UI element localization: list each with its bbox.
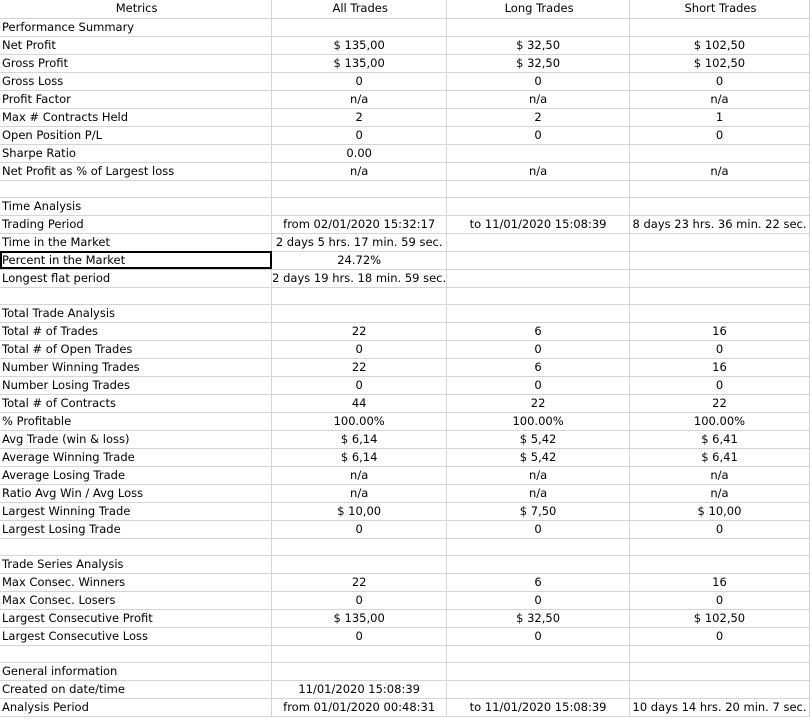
all-trades-cell[interactable]: 22	[272, 322, 447, 340]
short-trades-cell[interactable]	[630, 555, 810, 573]
table-row	[0, 90, 810, 108]
long-trades-cell[interactable]: 0	[447, 591, 630, 609]
all-trades-cell[interactable]: 0	[272, 591, 447, 609]
metric-label-cell[interactable]: Max Consec. Losers	[0, 591, 272, 609]
long-trades-cell[interactable]: 6	[447, 358, 630, 376]
metric-label-cell[interactable]: Net Profit as % of Largest loss	[0, 162, 272, 180]
short-trades-cell[interactable]: 16	[630, 358, 810, 376]
long-trades-cell[interactable]: $ 5,42	[447, 430, 630, 448]
all-trades-cell[interactable]	[272, 538, 447, 555]
long-trades-cell[interactable]: 2	[447, 108, 630, 126]
all-trades-cell[interactable]: $ 6,14	[272, 448, 447, 466]
long-trades-cell[interactable]	[447, 18, 630, 36]
short-trades-cell[interactable]: 10 days 14 hrs. 20 min. 7 sec.	[630, 698, 810, 716]
table-row	[0, 538, 810, 555]
short-trades-cell[interactable]: n/a	[630, 90, 810, 108]
metric-label-cell[interactable]: Largest Consecutive Loss	[0, 627, 272, 645]
long-trades-cell[interactable]	[447, 555, 630, 573]
all-trades-cell[interactable]: 2	[272, 108, 447, 126]
metric-label-cell[interactable]: Trade Series Analysis	[0, 555, 272, 573]
table-row	[0, 448, 810, 466]
metric-label-cell[interactable]: Total # of Trades	[0, 322, 272, 340]
table-row	[0, 376, 810, 394]
short-trades-cell[interactable]	[630, 645, 810, 662]
table-row	[0, 573, 810, 591]
metric-label-cell[interactable]: Number Losing Trades	[0, 376, 272, 394]
table-row	[0, 72, 810, 90]
all-trades-cell[interactable]: 2 days 5 hrs. 17 min. 59 sec.	[272, 233, 447, 251]
short-trades-cell[interactable]	[630, 180, 810, 197]
table-row	[0, 108, 810, 126]
table-row	[0, 144, 810, 162]
table-row	[0, 358, 810, 376]
metric-label-cell[interactable]: Largest Winning Trade	[0, 502, 272, 520]
all-trades-cell[interactable]: 0	[272, 627, 447, 645]
table-row	[0, 698, 810, 716]
short-trades-cell[interactable]: 16	[630, 322, 810, 340]
long-trades-cell[interactable]	[447, 144, 630, 162]
metric-label-cell[interactable]	[0, 180, 272, 197]
all-trades-cell[interactable]	[272, 555, 447, 573]
table-row	[0, 555, 810, 573]
metric-label-cell[interactable]: Largest Consecutive Profit	[0, 609, 272, 627]
header-short-trades[interactable]: Short Trades	[630, 0, 810, 18]
all-trades-cell[interactable]	[272, 645, 447, 662]
short-trades-cell[interactable]: n/a	[630, 162, 810, 180]
long-trades-cell[interactable]: $ 7,50	[447, 502, 630, 520]
table-row	[0, 484, 810, 502]
long-trades-cell[interactable]: $ 32,50	[447, 54, 630, 72]
all-trades-cell[interactable]	[272, 180, 447, 197]
all-trades-cell[interactable]: $ 6,14	[272, 430, 447, 448]
long-trades-cell[interactable]: n/a	[447, 484, 630, 502]
table-row	[0, 520, 810, 538]
long-trades-cell[interactable]: to 11/01/2020 15:08:39	[447, 698, 630, 716]
short-trades-cell[interactable]: n/a	[630, 466, 810, 484]
short-trades-cell[interactable]	[630, 680, 810, 698]
table-row	[0, 304, 810, 322]
table-row	[0, 430, 810, 448]
long-trades-cell[interactable]: $ 32,50	[447, 36, 630, 54]
short-trades-cell[interactable]: $ 10,00	[630, 502, 810, 520]
all-trades-cell[interactable]: 0	[272, 340, 447, 358]
all-trades-cell[interactable]: from 01/01/2020 00:48:31	[272, 698, 447, 716]
long-trades-cell[interactable]	[447, 538, 630, 555]
long-trades-cell[interactable]	[447, 233, 630, 251]
long-trades-cell[interactable]: n/a	[447, 162, 630, 180]
all-trades-cell[interactable]	[272, 304, 447, 322]
short-trades-cell[interactable]: 8 days 23 hrs. 36 min. 22 sec.	[630, 215, 810, 233]
header-all-trades[interactable]: All Trades	[272, 0, 447, 18]
metric-label-cell[interactable]: Ratio Avg Win / Avg Loss	[0, 484, 272, 502]
long-trades-cell[interactable]	[447, 251, 630, 269]
short-trades-cell[interactable]: 0	[630, 627, 810, 645]
metric-label-cell[interactable]: Total # of Contracts	[0, 394, 272, 412]
table-row	[0, 233, 810, 251]
metric-label-cell[interactable]: Performance Summary	[0, 18, 272, 36]
all-trades-cell[interactable]: $ 135,00	[272, 609, 447, 627]
table-row	[0, 680, 810, 698]
short-trades-cell[interactable]: $ 6,41	[630, 430, 810, 448]
header-long-trades[interactable]: Long Trades	[447, 0, 630, 18]
all-trades-cell[interactable]: 11/01/2020 15:08:39	[272, 680, 447, 698]
long-trades-cell[interactable]: 6	[447, 322, 630, 340]
long-trades-cell[interactable]: 0	[447, 520, 630, 538]
long-trades-cell[interactable]: 0	[447, 72, 630, 90]
long-trades-cell[interactable]: n/a	[447, 466, 630, 484]
short-trades-cell[interactable]: 100.00%	[630, 412, 810, 430]
long-trades-cell[interactable]: 0	[447, 376, 630, 394]
all-trades-cell[interactable]	[272, 662, 447, 680]
metric-label-cell[interactable]: Percent in the Market	[0, 251, 272, 269]
long-trades-cell[interactable]: 0	[447, 627, 630, 645]
short-trades-cell[interactable]: 0	[630, 520, 810, 538]
long-trades-cell[interactable]	[447, 304, 630, 322]
table-row	[0, 340, 810, 358]
all-trades-cell[interactable]: 44	[272, 394, 447, 412]
table-row	[0, 180, 810, 197]
all-trades-cell[interactable]	[272, 287, 447, 304]
long-trades-cell[interactable]	[447, 680, 630, 698]
short-trades-cell[interactable]: 0	[630, 72, 810, 90]
table-row	[0, 215, 810, 233]
table-row	[0, 645, 810, 662]
all-trades-cell[interactable]: $ 10,00	[272, 502, 447, 520]
table-row	[0, 287, 810, 304]
short-trades-cell[interactable]	[630, 287, 810, 304]
metric-label-cell[interactable]: Open Position P/L	[0, 126, 272, 144]
metric-label-cell[interactable]	[0, 645, 272, 662]
all-trades-cell[interactable]: 0.00	[272, 144, 447, 162]
short-trades-cell[interactable]: $ 102,50	[630, 36, 810, 54]
all-trades-cell[interactable]: n/a	[272, 466, 447, 484]
long-trades-cell[interactable]	[447, 662, 630, 680]
long-trades-cell[interactable]	[447, 180, 630, 197]
long-trades-cell[interactable]: $ 32,50	[447, 609, 630, 627]
table-row	[0, 251, 810, 269]
metric-label-cell[interactable]: Average Losing Trade	[0, 466, 272, 484]
all-trades-cell[interactable]	[272, 197, 447, 215]
table-row	[0, 18, 810, 36]
all-trades-cell[interactable]: 0	[272, 126, 447, 144]
metric-label-cell[interactable]: Time Analysis	[0, 197, 272, 215]
metric-label-cell[interactable]	[0, 538, 272, 555]
long-trades-cell[interactable]: $ 5,42	[447, 448, 630, 466]
metric-label-cell[interactable]: Created on date/time	[0, 680, 272, 698]
short-trades-cell[interactable]	[630, 233, 810, 251]
header-row	[0, 0, 810, 18]
long-trades-cell[interactable]: 22	[447, 394, 630, 412]
table-row	[0, 627, 810, 645]
all-trades-cell[interactable]: 100.00%	[272, 412, 447, 430]
short-trades-cell[interactable]: 0	[630, 591, 810, 609]
metric-label-cell[interactable]: Longest flat period	[0, 269, 272, 287]
metric-label-cell[interactable]: Gross Loss	[0, 72, 272, 90]
table-row	[0, 394, 810, 412]
long-trades-cell[interactable]: to 11/01/2020 15:08:39	[447, 215, 630, 233]
long-trades-cell[interactable]: 6	[447, 573, 630, 591]
short-trades-cell[interactable]: 0	[630, 340, 810, 358]
short-trades-cell[interactable]: 22	[630, 394, 810, 412]
all-trades-cell[interactable]: n/a	[272, 484, 447, 502]
table-row	[0, 197, 810, 215]
metric-label-cell[interactable]: Total # of Open Trades	[0, 340, 272, 358]
short-trades-cell[interactable]: 16	[630, 573, 810, 591]
long-trades-cell[interactable]: 0	[447, 340, 630, 358]
metric-label-cell[interactable]: Gross Profit	[0, 54, 272, 72]
metric-label-cell[interactable]: Total Trade Analysis	[0, 304, 272, 322]
table-row	[0, 466, 810, 484]
short-trades-cell[interactable]: 0	[630, 126, 810, 144]
short-trades-cell[interactable]	[630, 251, 810, 269]
short-trades-cell[interactable]: $ 102,50	[630, 609, 810, 627]
short-trades-cell[interactable]	[630, 269, 810, 287]
short-trades-cell[interactable]: $ 6,41	[630, 448, 810, 466]
short-trades-cell[interactable]: n/a	[630, 484, 810, 502]
table-row	[0, 36, 810, 54]
metric-label-cell[interactable]	[0, 287, 272, 304]
all-trades-cell[interactable]: n/a	[272, 162, 447, 180]
metric-label-cell[interactable]: Max Consec. Winners	[0, 573, 272, 591]
short-trades-cell[interactable]	[630, 197, 810, 215]
metric-label-cell[interactable]: Number Winning Trades	[0, 358, 272, 376]
short-trades-cell[interactable]: 1	[630, 108, 810, 126]
short-trades-cell[interactable]	[630, 18, 810, 36]
metric-label-cell[interactable]: General information	[0, 662, 272, 680]
all-trades-cell[interactable]: 0	[272, 72, 447, 90]
short-trades-cell[interactable]	[630, 144, 810, 162]
table-row	[0, 609, 810, 627]
all-trades-cell[interactable]: 0	[272, 520, 447, 538]
all-trades-cell[interactable]: $ 135,00	[272, 36, 447, 54]
table-row	[0, 591, 810, 609]
all-trades-cell[interactable]: n/a	[272, 90, 447, 108]
metric-label-cell[interactable]: Net Profit	[0, 36, 272, 54]
all-trades-cell[interactable]: $ 135,00	[272, 54, 447, 72]
all-trades-cell[interactable]: 2 days 19 hrs. 18 min. 59 sec.	[272, 269, 447, 287]
short-trades-cell[interactable]: 0	[630, 376, 810, 394]
metric-label-cell[interactable]: Max # Contracts Held	[0, 108, 272, 126]
long-trades-cell[interactable]: n/a	[447, 90, 630, 108]
table-row	[0, 269, 810, 287]
all-trades-cell[interactable]: 24.72%	[272, 251, 447, 269]
long-trades-cell[interactable]	[447, 269, 630, 287]
long-trades-cell[interactable]: 0	[447, 126, 630, 144]
all-trades-cell[interactable]: 0	[272, 376, 447, 394]
long-trades-cell[interactable]	[447, 645, 630, 662]
metric-label-cell[interactable]: % Profitable	[0, 412, 272, 430]
table-row	[0, 322, 810, 340]
table-row	[0, 662, 810, 680]
metric-label-cell[interactable]: Profit Factor	[0, 90, 272, 108]
short-trades-cell[interactable]	[630, 662, 810, 680]
metric-label-cell[interactable]: Time in the Market	[0, 233, 272, 251]
metric-label-cell[interactable]: Average Winning Trade	[0, 448, 272, 466]
short-trades-cell[interactable]	[630, 538, 810, 555]
metric-label-cell[interactable]: Analysis Period	[0, 698, 272, 716]
long-trades-cell[interactable]: 100.00%	[447, 412, 630, 430]
metric-label-cell[interactable]: Avg Trade (win & loss)	[0, 430, 272, 448]
all-trades-cell[interactable]	[272, 18, 447, 36]
short-trades-cell[interactable]: $ 102,50	[630, 54, 810, 72]
long-trades-cell[interactable]	[447, 287, 630, 304]
long-trades-cell[interactable]	[447, 197, 630, 215]
metric-label-cell[interactable]: Sharpe Ratio	[0, 144, 272, 162]
metric-label-cell[interactable]: Largest Losing Trade	[0, 520, 272, 538]
metric-label-cell[interactable]: Trading Period	[0, 215, 272, 233]
table-row	[0, 502, 810, 520]
all-trades-cell[interactable]: from 02/01/2020 15:32:17	[272, 215, 447, 233]
table-row	[0, 412, 810, 430]
table-row	[0, 54, 810, 72]
all-trades-cell[interactable]: 22	[272, 573, 447, 591]
table-row	[0, 126, 810, 144]
all-trades-cell[interactable]: 22	[272, 358, 447, 376]
short-trades-cell[interactable]	[630, 304, 810, 322]
table-row	[0, 162, 810, 180]
header-metrics[interactable]: Metrics	[0, 0, 272, 18]
